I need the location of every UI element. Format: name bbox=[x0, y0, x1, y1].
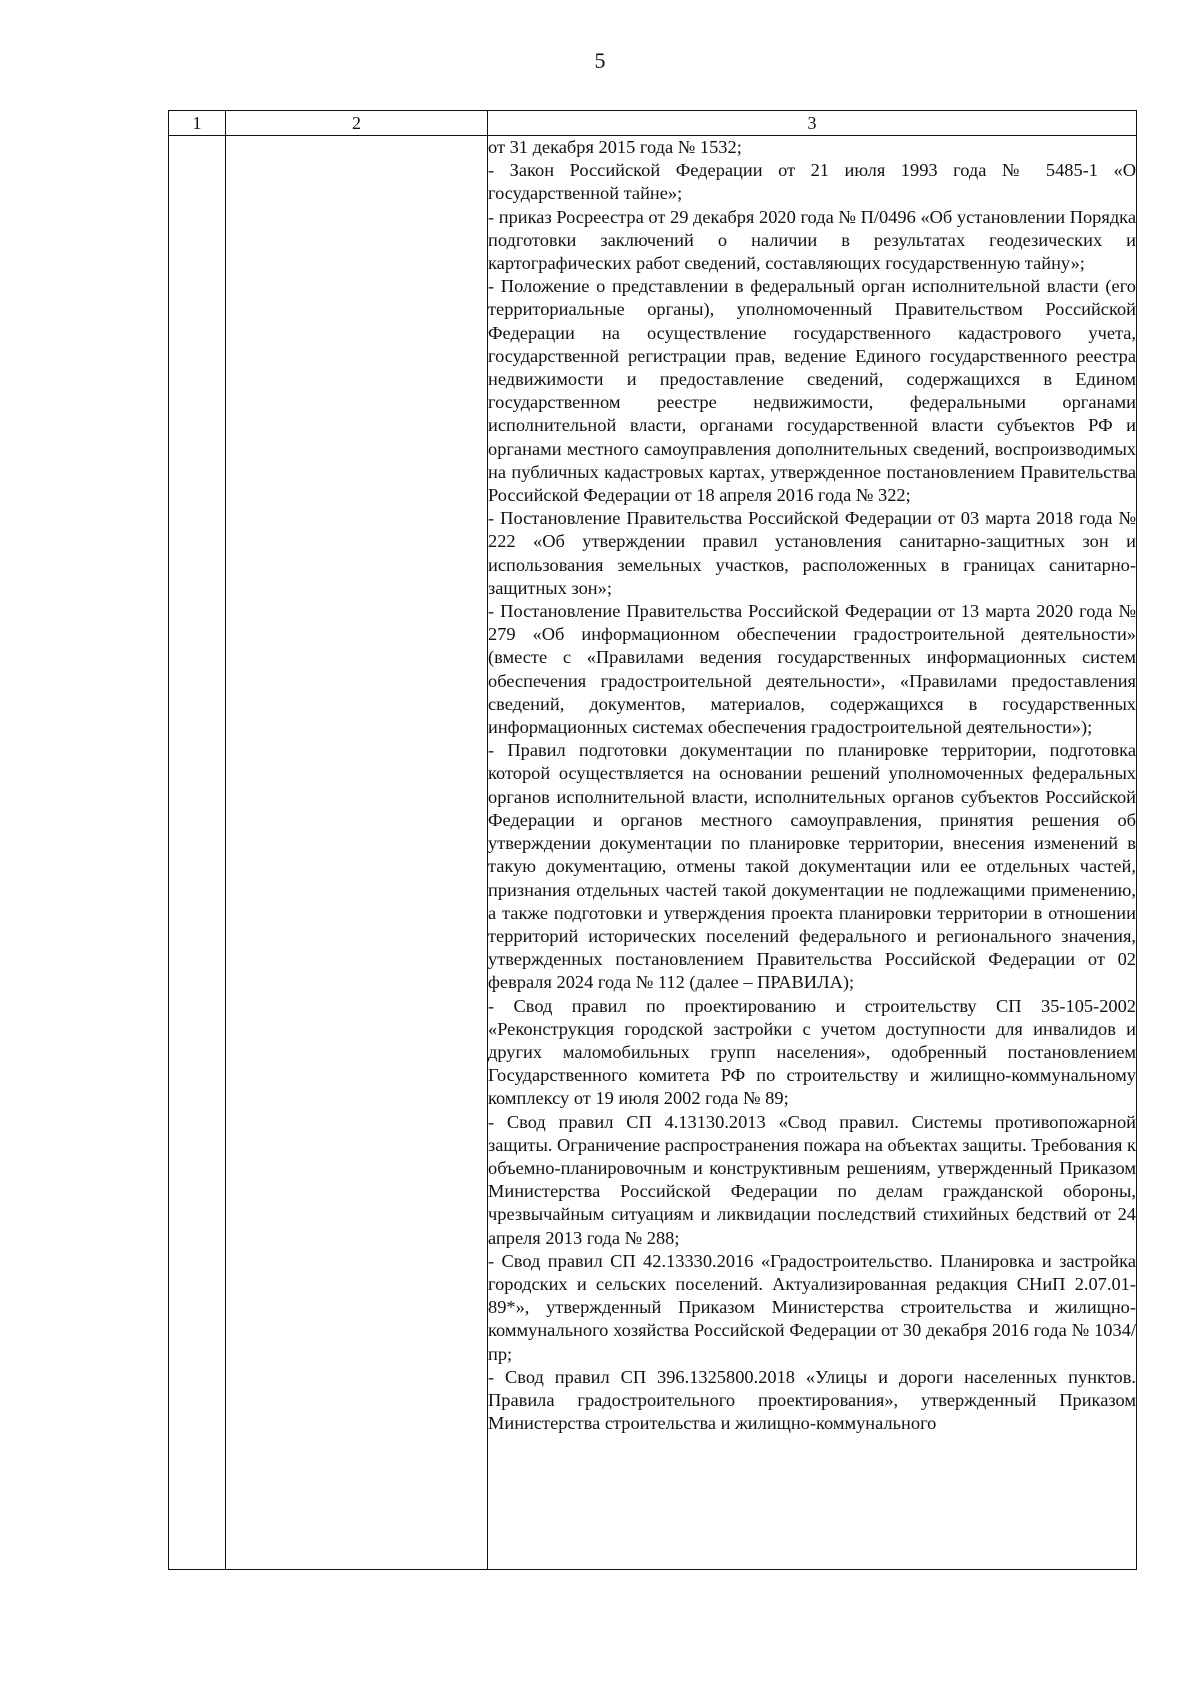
list-item: от 31 декабря 2015 года № 1532; bbox=[488, 137, 742, 157]
legal-basis-table bbox=[168, 110, 1137, 1570]
column-header-3: 3 bbox=[488, 111, 1137, 136]
column-header-1: 1 bbox=[169, 111, 226, 136]
list-item: - приказ Росреестра от 29 декабря 2020 года № П/0496 «Об установлении Порядка подготовки заключений о наличии в результатах геодезических и картографических работ сведений, составляющих государственную тайну»; bbox=[488, 206, 1136, 274]
table-header-row bbox=[169, 111, 1137, 136]
column-2-cell bbox=[226, 136, 488, 1570]
column-3-cell bbox=[488, 136, 1137, 1570]
page-number: 5 bbox=[594, 48, 606, 73]
column-1-cell bbox=[169, 136, 226, 1570]
list-item: - Положение о представлении в федеральный орган исполнительной власти (его территориальные органы), уполномоченный Правительством Российской Федерации на осуществление государственного кадастрового учета, государственной регистрации прав, ведение Единого государственного реестра недвижимости и предоставление сведений, содержащихся в Едином государственном реестре недвижимости, федеральными органами исполнительной власти, органами государственной власти субъектов РФ и органами местного самоуправления дополнительных сведений, воспроизводимых на публичных кадастровых картах, утвержденное постановлением Правительства Российской Федерации от 18 апреля 2016 года № 322; bbox=[488, 276, 1136, 506]
list-item: - Правил подготовки документации по планировке территории, подготовка которой осуществляется на основании решений уполномоченных федеральных органов исполнительной власти, исполнительных органов субъектов Российской Федерации и органов местного самоуправления, принятия решения об утверждении документации по планировке территории, внесения изменений в такую документацию, отмены такой документации или ее отдельных частей, признания отдельных частей такой документации не подлежащими применению, а также подготовки и утверждения проекта планировки территории в отношении территорий исторических поселений федерального и регионального значения, утвержденных постановлением Правительства Российской Федерации от 02 февраля 2024 года № 112 (далее – ПРАВИЛА); bbox=[488, 740, 1136, 993]
table-row bbox=[169, 136, 1137, 1570]
list-item: - Свод правил СП 396.1325800.2018 «Улицы и дороги населенных пунктов. Правила градостроительного проектирования», утвержденный Приказом Министерства строительства и жилищно-коммунального bbox=[488, 1366, 1136, 1434]
list-item: - Свод правил СП 42.13330.2016 «Градостроительство. Планировка и застройка городских и сельских поселений. Актуализированная редакция СНиП 2.07.01-89*», утвержденный Приказом Министерства строительства и жилищно-коммунального хозяйства Российской Федерации от 30 декабря 2016 года № 1034/пр; bbox=[488, 1250, 1136, 1364]
list-item: - Закон Российской Федерации от 21 июля 1993 года № 5485-1 «О государственной тайне»; bbox=[488, 160, 1136, 204]
list-item: - Свод правил СП 4.13130.2013 «Свод правил. Системы противопожарной защиты. Ограничение распространения пожара на объектах защиты. Требования к объемно-планировочным и конструктивным решениям, утвержденный Приказом Министерства Российской Федерации по делам гражданской обороны, чрезвычайным ситуациям и ликвидации последствий стихийных бедствий от 24 апреля 2013 года № 288; bbox=[488, 1111, 1136, 1248]
column-header-2: 2 bbox=[226, 111, 488, 136]
list-item: - Постановление Правительства Российской Федерации от 13 марта 2020 года № 279 «Об информационном обеспечении градостроительной деятельности» (вместе с «Правилами ведения государственных информационных систем обеспечения градостроительной деятельности», «Правилами предоставления сведений, документов, материалов, содержащихся в государственных информационных системах обеспечения градостроительной деятельности»); bbox=[488, 601, 1136, 738]
list-item: - Постановление Правительства Российской Федерации от 03 марта 2018 года № 222 «Об утверждении правил установления санитарно-защитных зон и использования земельных участков, расположенных в границах санитарно-защитных зон»; bbox=[488, 508, 1136, 598]
list-item: - Свод правил по проектированию и строительству СП 35-105-2002 «Реконструкция городской застройки с учетом доступности для инвалидов и других маломобильных групп населения», одобренный постановлением Государственного комитета РФ по строительству и жилищно-коммунальному комплексу от 19 июля 2002 года № 89; bbox=[488, 995, 1136, 1109]
